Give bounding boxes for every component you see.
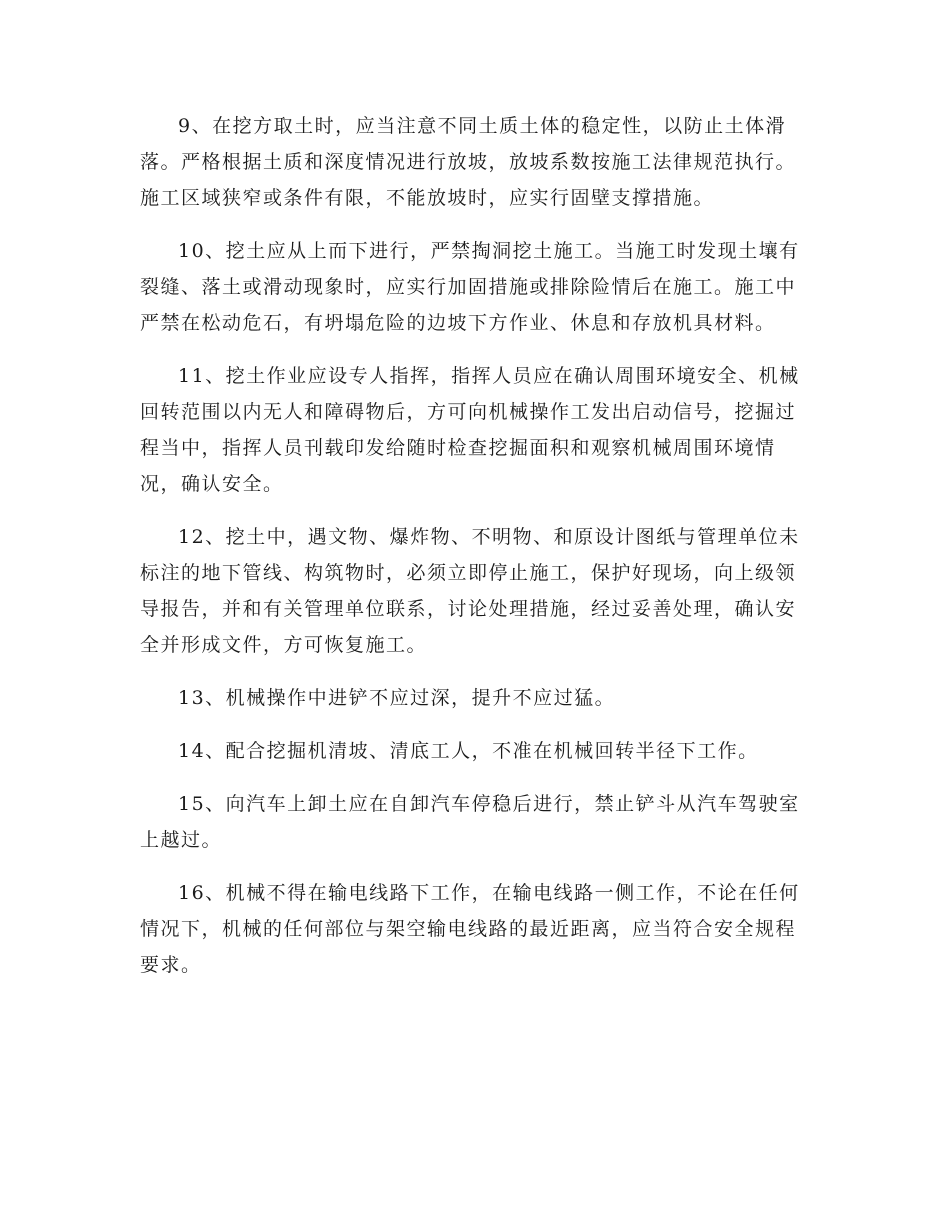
paragraph-item-16: 16、机械不得在输电线路下工作，在输电线路一侧工作，不论在任何情况下，机械的任何部位与架空输电线路的最近距离，应当符合安全规程要求。	[140, 882, 800, 976]
paragraph-item-12: 12、挖土中，遇文物、爆炸物、不明物、和原设计图纸与管理单位未标注的地下管线、构筑物时，必须立即停止施工，保护好现场，向上级领导报告，并和有关管理单位联系，讨论处理措施，经过妥善处理，确认安全并形成文件，方可恢复施工。	[140, 526, 800, 656]
paragraph-item-15: 15、向汽车上卸土应在自卸汽车停稳后进行，禁止铲斗从汽车驾驶室上越过。	[140, 793, 800, 851]
paragraph-item-10: 10、挖土应从上而下进行，严禁掏洞挖土施工。当施工时发现土壤有裂缝、落土或滑动现象时，应实行加固措施或排除险情后在施工。施工中严禁在松动危石，有坍塌危险的边坡下方作业、休息和存放机具材料。	[140, 240, 800, 334]
document-page	[140, 108, 805, 1000]
paragraph-item-14: 14、配合挖掘机清坡、清底工人，不准在机械回转半径下工作。	[178, 740, 759, 762]
paragraph-item-13: 13、机械操作中进铲不应过深，提升不应过猛。	[178, 687, 616, 709]
paragraph-item-11: 11、挖土作业应设专人指挥，指挥人员应在确认周围环境安全、机械回转范围以内无人和障碍物后，方可向机械操作工发出启动信号，挖掘过程当中，指挥人员刊载印发给随时检查挖掘面积和观察机械周围环境情况，确认安全。	[140, 365, 800, 495]
paragraph-item-9: 9、在挖方取土时，应当注意不同土质土体的稳定性，以防止土体滑落。严格根据土质和深度情况进行放坡，放坡系数按施工法律规范执行。施工区域狭窄或条件有限，不能放坡时，应实行固壁支撑措施。	[140, 115, 797, 209]
